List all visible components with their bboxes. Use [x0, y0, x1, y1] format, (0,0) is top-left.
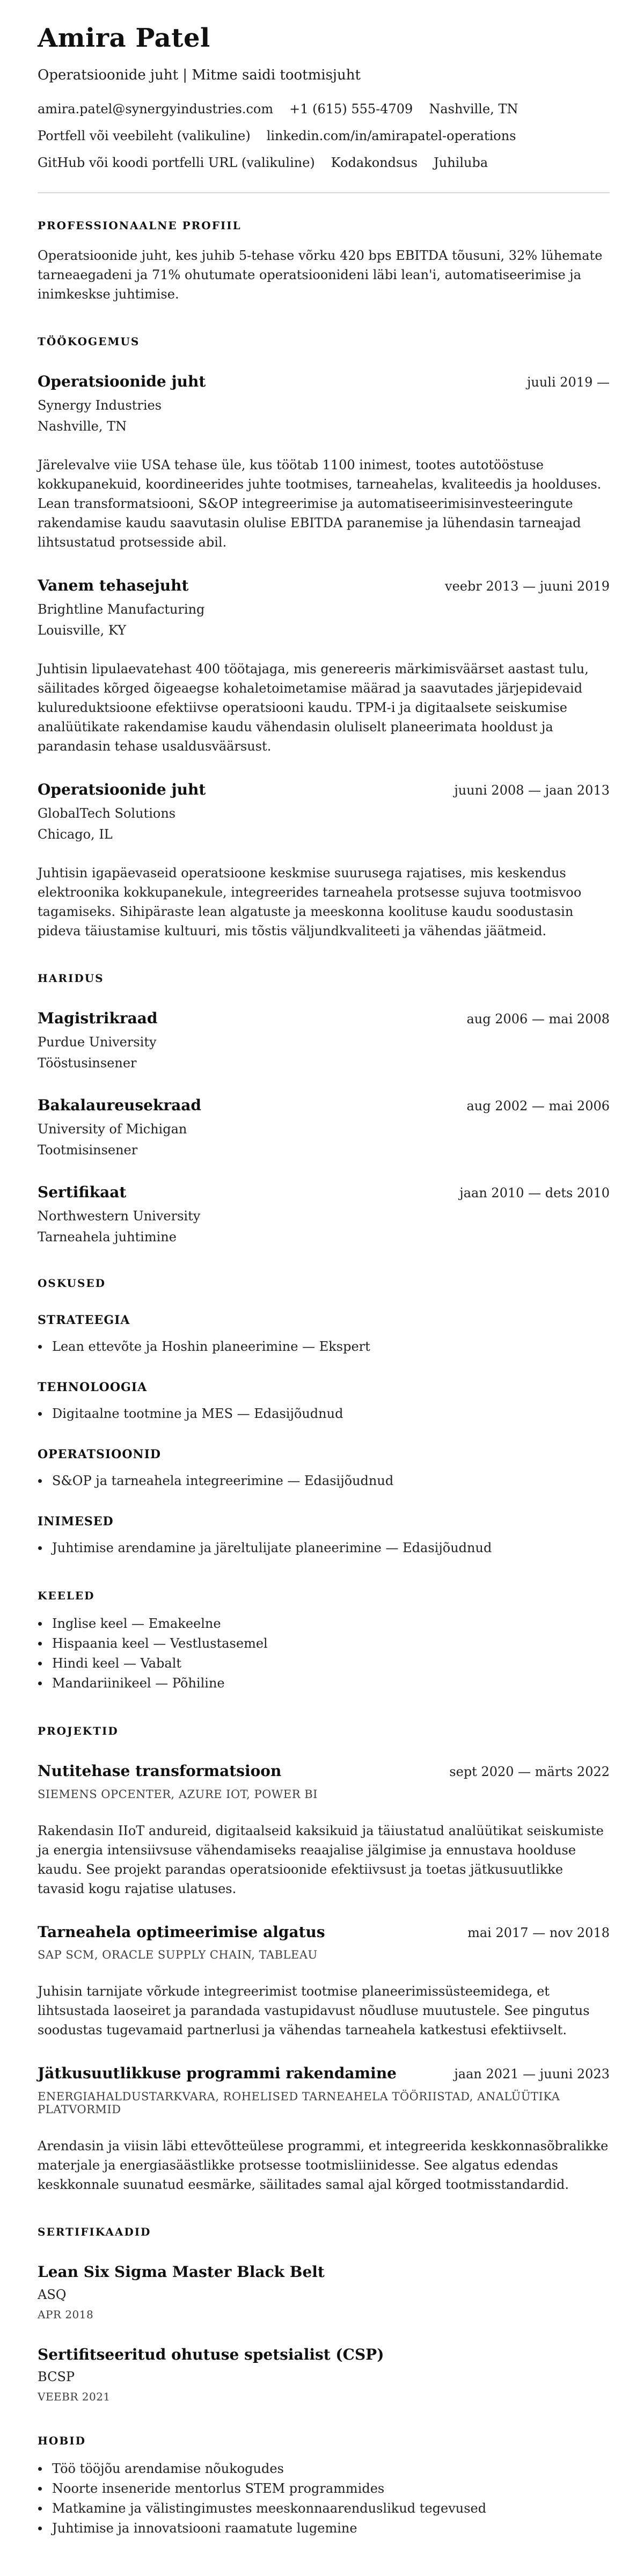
project-header	[38, 1923, 610, 1941]
project-title: Jätkusuutlikkuse programmi rakendamine	[38, 2064, 397, 2083]
education-header	[38, 1096, 610, 1115]
job-title: Operatsioonide juht	[38, 781, 206, 799]
education-entry	[38, 1096, 610, 1159]
education-date: aug 2006 — mai 2008	[466, 1012, 610, 1027]
profile-text: Operatsioonide juht, kes juhib 5-tehase võrku 420 bps EBITDA tõusuni, 32% lühemate tarneaegadeni ja 71% ohutumate operatsioonideni läbi lean'i, automatiseerimise ja inimkeskse juhtimise.	[38, 248, 603, 302]
job-date: veebr 2013 — juuni 2019	[445, 579, 610, 594]
certification-entry	[38, 2346, 610, 2404]
job-description: Järelevalve viie USA tehase üle, kus töötab 1100 inimest, tootes autotööstuse kokkupanekuid, koordineerides juhte tootmises, tarneahelas, kvaliteedis ja hoolduses. Lean transformatsiooni, S&OP integreerimise ja automatiseerimisinvesteeringute rakendamise kaudu saavutasin olulise EBITDA paranemise ja lühendasin tarneajad lihtsustatud protsesside abil.	[38, 457, 602, 550]
contact-license: Juhiluba	[434, 155, 488, 171]
contact-phone: +1 (615) 555-4709	[289, 101, 413, 117]
section-heading-experience: TÖÖKOGEMUS	[38, 335, 140, 348]
skill-category-people: INIMESED	[38, 1515, 114, 1529]
contact-github-label: GitHub või koodi portfelli URL (valikuline)	[38, 155, 315, 171]
skill-category-operations: OPERATSIOONID	[38, 1447, 161, 1462]
section-heading-projects: PROJEKTID	[38, 1724, 119, 1738]
project-entry	[38, 2064, 610, 2194]
job-title: Vanem tehasejuht	[38, 577, 189, 595]
language-item: Hispaania keel — Vestlustasemel	[38, 1634, 610, 1654]
job-date: juuni 2008 — jaan 2013	[454, 783, 610, 798]
job-header	[38, 373, 610, 391]
language-item: Hindi keel — Vabalt	[38, 1654, 610, 1673]
section-heading-profile: PROFESSIONAALNE PROFIIL	[38, 219, 241, 232]
certification-title: Lean Six Sigma Master Black Belt	[38, 2262, 325, 2281]
education-field: Tööstusinsener	[38, 1056, 137, 1071]
project-description: Juhisin tarnijate võrkude integreerimist tootmise planeerimissüsteemidega, et lihtsustada laoseiret ja parandada vastupidavust nõudluse muutustele. See pingutus soodustas tugevamaid partnerlusi ja vähendas tarneahela katkestusi efektiivselt.	[38, 1984, 590, 2038]
certification-entry	[38, 2263, 610, 2321]
contact-email: amira.patel@synergyindustries.com	[38, 101, 274, 117]
header-divider	[38, 192, 610, 193]
hobby-item: Matkamine ja välistingimustes meeskonnaarenduslikud tegevused	[38, 2499, 610, 2519]
project-header	[38, 1762, 610, 1780]
degree-title: Magistrikraad	[38, 1009, 158, 1028]
resume-page	[0, 24, 644, 2576]
hobby-item: Noorte inseneride mentorlus STEM programmides	[38, 2479, 610, 2499]
education-school: Purdue University	[38, 1034, 157, 1050]
certification-issuer: ASQ	[38, 2287, 67, 2302]
hobby-item: Töö tööjõu arendamise nõukogudes	[38, 2459, 610, 2479]
hobby-item: Juhtimise ja innovatsiooni raamatute lugemine	[38, 2519, 610, 2538]
certification-date: APR 2018	[38, 2308, 94, 2321]
project-tools: ENERGIAHALDUSTARKVARA, ROHELISED TARNEAHELA TÖÖRIISTAD, ANALÜÜTIKA PLATVORMID	[38, 2090, 560, 2116]
skill-category-strategy: STRATEEGIA	[38, 1313, 130, 1328]
contact-location: Nashville, TN	[429, 101, 518, 117]
section-heading-skills: OSKUSED	[38, 1277, 106, 1290]
contact-row-3	[38, 155, 610, 171]
project-entry	[38, 1762, 610, 1898]
person-name: Amira Patel	[38, 23, 210, 53]
project-description: Arendasin ja viisin läbi ettevõtteülese programmi, et integreerida keskkonnasõbralikke materjale ja energiasäästlikke protsesse tootmisliinidesse. See algatus edendas keskkonnale suunatud eesmärke, säilitades samal ajal kõrged tootmisstandardid.	[38, 2138, 609, 2192]
contact-portfolio-label: Portfell või veebileht (valikuline)	[38, 128, 251, 144]
project-header	[38, 2064, 610, 2083]
education-school: University of Michigan	[38, 1121, 187, 1137]
job-header	[38, 577, 610, 595]
job-location: Nashville, TN	[38, 419, 127, 434]
job-company: Brightline Manufacturing	[38, 601, 205, 617]
skill-item: Digitaalne tootmine ja MES — Edasijõudnud	[38, 1404, 610, 1424]
job-location: Chicago, IL	[38, 827, 113, 842]
hobby-list	[38, 2459, 610, 2538]
skill-item: Lean ettevõte ja Hoshin planeerimine — Ekspert	[38, 1337, 610, 1357]
degree-title: Sertifikaat	[38, 1183, 127, 1202]
certification-title: Sertifitseeritud ohutuse spetsialist (CSP)	[38, 2345, 384, 2363]
section-heading-hobbies: HOBID	[38, 2434, 86, 2448]
education-entry	[38, 1183, 610, 1246]
contact-row-2	[38, 128, 610, 144]
skill-category-technology: TEHNOLOOGIA	[38, 1380, 148, 1395]
skill-item: Juhtimise arendamine ja järeltulijate planeerimine — Edasijõudnud	[38, 1538, 610, 1558]
project-date: mai 2017 — nov 2018	[467, 1925, 610, 1940]
skill-list	[38, 1538, 610, 1558]
language-item: Inglise keel — Emakeelne	[38, 1614, 610, 1634]
project-entry	[38, 1923, 610, 2040]
job-location: Louisville, KY	[38, 623, 127, 638]
education-school: Northwestern University	[38, 1208, 201, 1224]
education-entry	[38, 1009, 610, 1072]
skill-list	[38, 1337, 610, 1357]
job-company: Synergy Industries	[38, 397, 162, 413]
job-description: Juhtisin lipulaevatehast 400 töötajaga, mis genereeris märkimisväärset aastast tulu, säilitades kõrged õigeaegse kohaletoimetamise määrad ja saavutades järjepidevaid kulureduktsioone efektiivse operatsiooni kaudu. TPM-i ja digitaalsete seiskumise analüütikate rakendamise kaudu vähendasin oluliselt planeerimata hooldust ja parandasin tehase usaldusväärsust.	[38, 661, 589, 754]
language-item: Mandariinikeel — Põhiline	[38, 1673, 610, 1693]
job-entry	[38, 577, 610, 756]
degree-title: Bakalaureusekraad	[38, 1096, 202, 1115]
education-header	[38, 1009, 610, 1028]
project-title: Tarneahela optimeerimise algatus	[38, 1923, 325, 1941]
job-description: Juhtisin igapäevaseid operatsioone keskmise suurusega rajatises, mis keskendus elektroonika kokkupanekule, integreerides tarneahela protsesse sujuva tootmisvoo tagamiseks. Sihipäraste lean algatuste ja meeskonna koolituse kaudu soodustasin pideva täiustamise kultuuri, mis tõstis väljundkvaliteeti ja vähendas jäätmeid.	[38, 865, 582, 939]
project-tools: SIEMENS OPCENTER, AZURE IOT, POWER BI	[38, 1787, 318, 1801]
section-heading-education: HARIDUS	[38, 972, 104, 985]
section-heading-languages: KEELED	[38, 1589, 95, 1603]
project-tools: SAP SCM, ORACLE SUPPLY CHAIN, TABLEAU	[38, 1948, 318, 1962]
section-heading-certifications: SERTIFIKAADID	[38, 2225, 151, 2238]
job-header	[38, 781, 610, 799]
education-field: Tarneahela juhtimine	[38, 1229, 177, 1245]
contact-citizenship: Kodakondsus	[331, 155, 418, 171]
education-header	[38, 1183, 610, 1202]
job-entry	[38, 781, 610, 941]
job-entry	[38, 373, 610, 552]
person-subtitle: Operatsioonide juht | Mitme saidi tootmisjuht	[38, 67, 361, 84]
job-company: GlobalTech Solutions	[38, 805, 176, 821]
contact-row-1	[38, 101, 610, 117]
skill-list	[38, 1404, 610, 1424]
job-title: Operatsioonide juht	[38, 373, 206, 391]
education-field: Tootmisinsener	[38, 1143, 138, 1158]
job-date: juuli 2019 —	[526, 375, 610, 390]
language-list	[38, 1614, 610, 1693]
project-title: Nutitehase transformatsioon	[38, 1762, 282, 1780]
contact-linkedin: linkedin.com/in/amirapatel-operations	[266, 128, 516, 144]
education-date: jaan 2010 — dets 2010	[459, 1185, 610, 1201]
education-date: aug 2002 — mai 2006	[466, 1098, 610, 1114]
project-date: sept 2020 — märts 2022	[449, 1764, 610, 1780]
certification-issuer: BCSP	[38, 2369, 75, 2385]
skill-list	[38, 1471, 610, 1491]
project-date: jaan 2021 — juuni 2023	[454, 2066, 610, 2082]
skill-item: S&OP ja tarneahela integreerimine — Edasijõudnud	[38, 1471, 610, 1491]
project-description: Rakendasin IIoT andureid, digitaalseid kaksikuid ja täiustatud analüütikat seiskumiste ja energia intensiivsuse vähendamiseks reaajalise jälgimise ja ennustava hoolduse kaudu. See projekt parandas operatsioonide efektiivsust ja toetas jätkusuutlikke tavasid kogu rajatise ulatuses.	[38, 1823, 604, 1896]
certification-date: VEEBR 2021	[38, 2390, 111, 2404]
